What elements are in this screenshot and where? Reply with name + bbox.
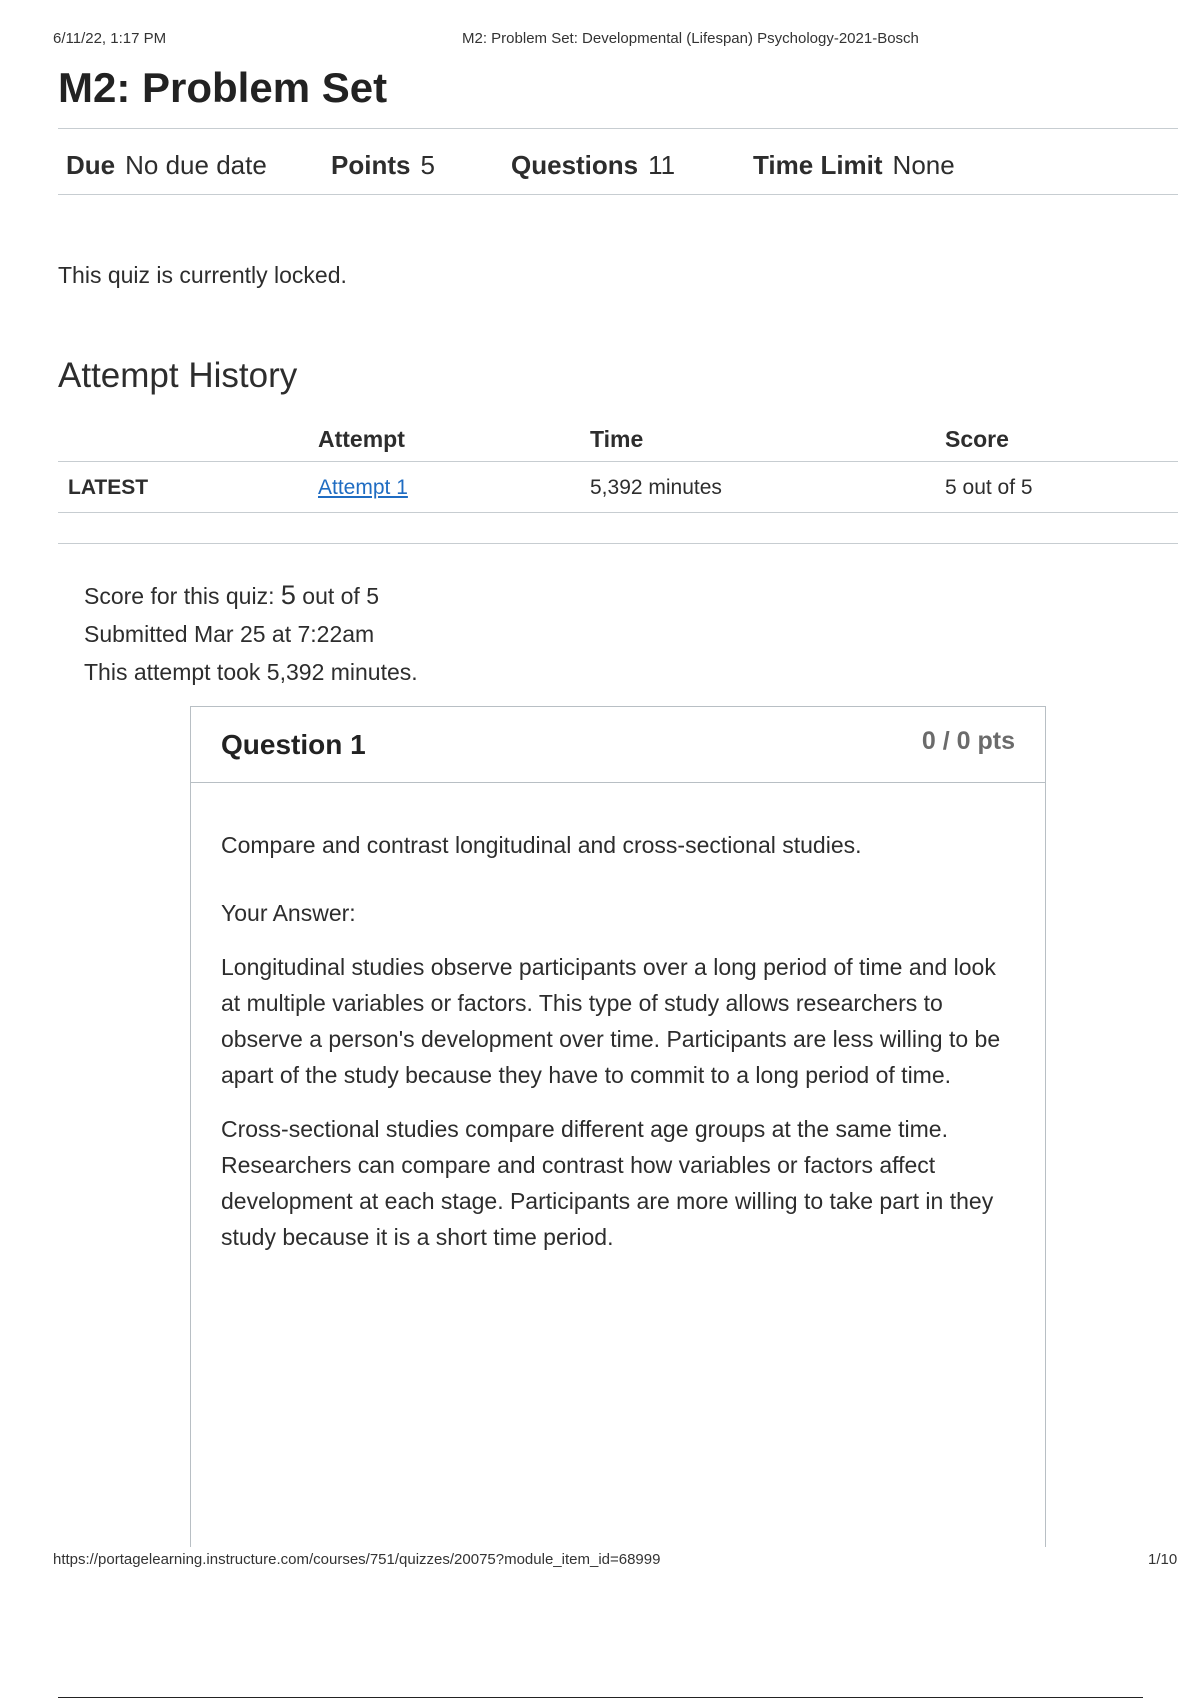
print-datetime: 6/11/22, 1:17 PM [53, 30, 167, 47]
answer-paragraph: Longitudinal studies observe participants over a long period of time and look at multiple variables or factors. This type of study allows researchers to observe a person's development over time. Participants are less willing to be apart of the study because they have to commit to a long period of time. [221, 954, 1001, 1088]
attempt-link[interactable]: Attempt 1 [318, 476, 408, 499]
column-header-blank [58, 420, 318, 462]
time-limit-info [753, 150, 955, 181]
time-limit-label: Time Limit [753, 150, 883, 180]
column-header-time: Time [590, 420, 945, 462]
time-limit-value: None [892, 150, 955, 180]
question-body [191, 783, 1045, 1255]
due-label: Due [66, 150, 116, 180]
divider [58, 194, 1178, 195]
score-prefix: Score for this quiz: [84, 583, 275, 609]
table-header-row [58, 420, 1178, 462]
print-footer-url: https://portagelearning.instructure.com/courses/751/quizzes/20075?module_item_id=68999 [53, 1551, 661, 1568]
quiz-summary [84, 576, 418, 691]
divider [58, 128, 1178, 129]
locked-message: This quiz is currently locked. [58, 262, 347, 288]
score-value: 5 [280, 580, 296, 610]
attempt-score: 5 out of 5 [945, 462, 1178, 513]
question-title: Question 1 [221, 729, 366, 760]
submitted-line: Submitted Mar 25 at 7:22am [84, 621, 375, 647]
answer-paragraph: Cross-sectional studies compare different age groups at the same time. Researchers can compare and contrast how variables or factors affect development at each stage. Participants are more willing to take part in they study because it is a short time period. [221, 1116, 994, 1250]
answer-label: Your Answer: [221, 900, 356, 926]
questions-value: 11 [648, 150, 676, 180]
question-card [190, 706, 1046, 1547]
question-header [191, 707, 1045, 783]
attempt-history-title: Attempt History [58, 356, 298, 395]
points-info [331, 150, 511, 181]
attempt-history-table [58, 420, 1178, 513]
points-label: Points [331, 150, 411, 180]
due-info [66, 150, 331, 181]
divider [58, 543, 1178, 544]
question-prompt: Compare and contrast longitudinal and cross-sectional studies. [221, 832, 862, 858]
page-bottom-line [58, 1697, 1143, 1698]
quiz-meta-row [66, 150, 955, 181]
column-header-attempt: Attempt [318, 420, 590, 462]
points-value: 5 [420, 150, 435, 180]
questions-info [511, 150, 753, 181]
questions-label: Questions [511, 150, 639, 180]
duration-line: This attempt took 5,392 minutes. [84, 659, 418, 685]
due-value: No due date [125, 150, 267, 180]
attempt-time: 5,392 minutes [590, 462, 945, 513]
print-page-number: 1/10 [1148, 1551, 1178, 1568]
question-points: 0 / 0 pts [921, 727, 1015, 755]
table-row [58, 462, 1178, 513]
score-suffix: out of 5 [302, 583, 380, 609]
latest-label: LATEST [58, 462, 318, 513]
page-title: M2: Problem Set [58, 64, 388, 111]
score-line [84, 576, 418, 615]
column-header-score: Score [945, 420, 1178, 462]
print-document-title: M2: Problem Set: Developmental (Lifespan) Psychology-2021-Bosch [462, 30, 919, 47]
